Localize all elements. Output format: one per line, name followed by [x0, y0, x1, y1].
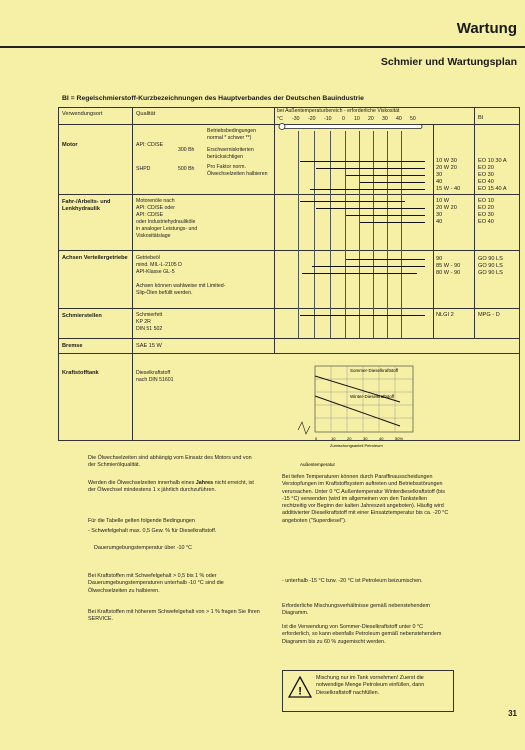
right-item-2: Ist die Verwendung von Sommer-Dieselkraftstoff unter 0 °C erforderlich, so kann ebenfalls Petroleum gemäß nebenstehendem Diagramm bis zu 60 % zugemischt werden.: [282, 624, 442, 645]
left-p1: Die Ölwechselzeiten sind abhängig vom Einsatz des Motors und von der Schmierölqualität.: [88, 455, 252, 469]
page-subtitle: Schmier und Wartungsplan: [380, 56, 517, 68]
row-bremse-q0: SAE 15 W: [136, 343, 162, 349]
header-bi: BI: [478, 115, 484, 121]
row-motor-place: Motor: [62, 142, 78, 148]
header-place: Verwendungsort: [62, 111, 103, 117]
page-title: Wartung: [456, 20, 517, 37]
left-p3: Für die Tabelle gelten folgende Bedingungen: [88, 518, 195, 524]
row-achsen-q2: API-Klasse GL-5: [136, 269, 175, 275]
scale-c: °C: [277, 116, 283, 122]
diagram-xtick-0: 0: [315, 436, 318, 441]
row-schmier-place: Schmierstellen: [62, 313, 102, 319]
scale-m20: -20: [308, 116, 316, 122]
diagram-xtick-4: 40: [379, 436, 384, 441]
right-item-1: Erforderliche Mischungsverhältnisse gemäß nebenstehendem Diagramm.: [282, 603, 431, 617]
row-motor-hours-label: Betriebsbedingungen normal * schwer **): [207, 128, 257, 141]
diagram-xlabel: Außentemperatur: [300, 462, 336, 467]
row-motor-bi-3: EO 40: [478, 179, 494, 185]
row-hydraulik-q1: API: CD/SE oder: [136, 205, 175, 211]
page-number: 31: [508, 709, 517, 718]
row-schmier-q1: KP 2R: [136, 319, 151, 325]
right-item-0: - unterhalb -15 °C bzw. -20 °C ist Petroleum beizumischen.: [282, 578, 423, 584]
row-kraftstoff-q0: Dieselkraftstoff: [136, 370, 171, 376]
row-bremse-place: Bremse: [62, 343, 83, 349]
scale-20: 20: [368, 116, 374, 122]
diagram-xtick-2: 20: [347, 436, 352, 441]
svg-text:!: !: [298, 685, 302, 698]
left-p2: [88, 480, 260, 495]
row-achsen-visc-2: 80 W - 90: [436, 270, 461, 276]
diagram-xtick-1: 10: [331, 436, 336, 441]
right-p1: Bei tiefen Temperaturen können durch Paraffinausscheidungen Verstopfungen im Kraftstoffsystem auftreten und Betriebsstörungen verursachen. Unter 0 °C Außentemperatur Winterdieselkraftstoff (bis -15 °C) verwenden (wird im allgemeinen von den Tankstellen rechtzeitig vor Beginn der kalten Jahreszeit angeboten). Häufig wird additivierter Dieselkraftstoff mit einer Einsatztemperatur bis ca. -20 °C angeboten ("Superdiesel").: [282, 474, 449, 524]
diagram-note: Zumischungsanteil Petroleum: [330, 443, 383, 448]
row-schmier-visc-0: NLGI 2: [436, 312, 454, 318]
row-motor-visc-1: 20 W 20: [436, 165, 457, 171]
row-motor-visc-0: 10 W 30: [436, 158, 457, 164]
diagram-xtick-5: 50%: [395, 436, 404, 441]
row-hydraulik-q3: oder Industriehydrauliköle: [136, 219, 196, 225]
left-p2-b: Jahres: [195, 480, 214, 486]
scale-m10: -10: [324, 116, 332, 122]
diagram-label-winter: Winter-Dieselkraftstoff: [350, 394, 395, 399]
fuel-mixing-diagram: [290, 362, 420, 472]
row-kraftstoff-q1: nach DIN 51601: [136, 377, 174, 383]
row-hydraulik-visc-1: 20 W 20: [436, 205, 457, 211]
left-p2-a: Werden die Ölwechselzeiten innerhalb eines: [88, 480, 195, 486]
row-motor-visc-3: 40: [436, 179, 443, 185]
row-achsen-place: Achsen Verteilergetriebe: [62, 255, 128, 261]
row-hydraulik-q0: Motorenöle nach: [136, 198, 175, 204]
row-motor-visc-4: 15 W - 40: [436, 186, 461, 192]
row-achsen-visc-1: 85 W - 90: [436, 263, 461, 269]
row-kraftstoff-place: Kraftstofftank: [62, 370, 99, 376]
row-motor-bi-1: EO 20: [478, 165, 494, 171]
row-hydraulik-q2: API: CD/SE: [136, 212, 164, 218]
row-schmier-bi-0: MPG - D: [478, 312, 500, 318]
row-achsen-bi-2: GO 90 LS: [478, 270, 503, 276]
row-motor-bi-4: EO 15 40 A: [478, 186, 507, 192]
row-hydraulik-bi-3: EO 40: [478, 219, 494, 225]
intro-text: BI = Regelschmierstoff-Kurzbezeichnungen des Hauptverbandes der Deutschen Bauindustrie: [62, 95, 364, 102]
header-quality: Qualität: [136, 111, 156, 117]
row-hydraulik-q5: Viskositätslage: [136, 233, 171, 239]
diagram-xtick-3: 30: [363, 436, 368, 441]
thermometer-icon: [278, 123, 428, 131]
row-achsen-bi-0: GO 90 LS: [478, 256, 503, 262]
warning-text: Mischung nur im Tank vornehmen! Zuerst die notwendige Menge Petroleum einfüllen, dann Dieselkraftstoff nachfüllen.: [316, 675, 425, 696]
row-motor-hours-2: 500 Bh: [178, 166, 195, 172]
diagram-label-summer: Sommer-Dieselkraftstoff: [350, 368, 399, 373]
scale-50: 50: [410, 116, 416, 122]
left-p4: Bei Kraftstoffen mit Schwefelgehalt > 0,5 bis 1 % oder Dauerumgebungstemperaturen unterhalb -10 °C sind die Ölwechselzeiten zu halbieren.: [88, 573, 224, 594]
scale-40: 40: [396, 116, 402, 122]
scale-0: 0: [342, 116, 345, 122]
row-achsen-q0: Getriebeöl: [136, 255, 160, 261]
row-hydraulik-visc-3: 40: [436, 219, 443, 225]
row-achsen-bi-1: GO 90 LS: [478, 263, 503, 269]
row-hydraulik-place: Fahr-/Arbeits- und Lenkhydraulik: [62, 199, 111, 212]
row-hydraulik-visc-0: 10 W: [436, 198, 450, 204]
row-schmier-q2: DIN 51 502: [136, 326, 163, 332]
row-hydraulik-q4: in analoger Leistungs- und: [136, 226, 198, 232]
left-p3-item-0: - Schwefelgehalt max. 0,5 Gew. % für Dieselkraftstoff.: [88, 528, 217, 534]
row-achsen-q5: Slip-Ölen befüllt werden.: [136, 290, 193, 296]
row-achsen-visc-0: 90: [436, 256, 443, 262]
row-motor-shpd: SHPD: [136, 166, 151, 172]
row-schmier-bar: [300, 315, 425, 316]
left-p5: Bei Kraftstoffen mit höherem Schwefelgehalt von > 1 % fragen Sie Ihren SERVICE.: [88, 609, 260, 623]
row-motor-note-1: Erschwerniskriterien berücksichtigen: [207, 147, 254, 160]
row-achsen-q4: Achsen können wahlweise mit Limited-: [136, 283, 226, 289]
row-motor-hours-1: 300 Bh: [178, 147, 195, 153]
scale-m30: -30: [292, 116, 300, 122]
scale-30: 30: [382, 116, 388, 122]
row-motor-visc-2: 30: [436, 172, 443, 178]
row-schmier-q0: Schmierfett: [136, 312, 163, 318]
row-hydraulik-visc-2: 30: [436, 212, 443, 218]
left-p2-c: nicht erreicht, ist der Ölwechsel mindestens 1 x jährlich durchzuführen.: [88, 480, 254, 494]
scale-10: 10: [354, 116, 360, 122]
row-motor-note-2: Pro Faktor norm. Ölwechselzeiten halbieren: [207, 164, 268, 177]
header-viscosity: bei Außentemperaturbereich - erforderliche Viskosität: [277, 108, 400, 114]
row-motor-bi-0: EO 10 30 A: [478, 158, 507, 164]
left-p3-item-1: Dauerumgebungstemperatur über -10 °C: [94, 545, 193, 551]
row-hydraulik-bi-0: EO 10: [478, 198, 494, 204]
row-hydraulik-bi-2: EO 30: [478, 212, 494, 218]
row-motor-api: API: CD/SE: [136, 142, 164, 148]
row-motor-bi-2: EO 30: [478, 172, 494, 178]
row-hydraulik-bi-1: EO 20: [478, 205, 494, 211]
header-bar: [0, 0, 525, 48]
row-achsen-q1: mind. MIL-L-2105 D: [136, 262, 182, 268]
warning-icon: [288, 676, 312, 698]
